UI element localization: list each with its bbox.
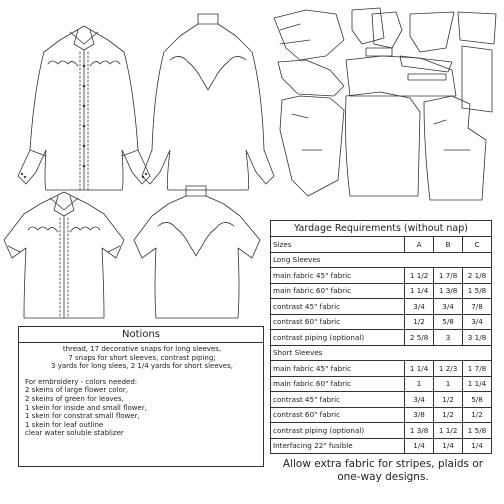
cell-b: 1 1/2 xyxy=(434,423,463,439)
section-row-short-sleeves xyxy=(271,345,491,361)
cell-b: 3/4 xyxy=(434,299,463,315)
header-size-c: C xyxy=(463,237,491,252)
cell-c: 3/4 xyxy=(463,314,491,330)
table-row xyxy=(271,361,491,377)
row-label: main fabric 45" fabric xyxy=(271,361,405,377)
notions-box xyxy=(18,326,264,467)
table-row xyxy=(271,283,491,299)
shirt-front-short-sleeve-drawing xyxy=(4,192,124,318)
header-sizes: Sizes xyxy=(271,237,405,252)
cell-c: 1/2 xyxy=(463,407,491,423)
yardage-title: Yardage Requirements (without nap) xyxy=(271,221,491,237)
row-label: contrast piping (optional) xyxy=(271,330,405,346)
shirt-back-long-sleeve-drawing xyxy=(142,14,274,190)
footnote-line: Allow extra fabric for stripes, plaids or xyxy=(282,458,484,470)
cell-c: 5/8 xyxy=(463,392,491,408)
cell-c: 1/4 xyxy=(463,438,491,453)
cell-c: 2 1/8 xyxy=(463,268,491,284)
cell-a: 1/4 xyxy=(405,438,434,453)
table-row xyxy=(271,299,491,315)
row-label: contrast piping (optional) xyxy=(271,423,405,439)
footnote-line: one-way designs. xyxy=(337,471,429,483)
notions-line: thread, 17 decorative snaps for long sleeves, xyxy=(62,345,222,353)
row-label: Interfacing 22" fusible xyxy=(271,438,405,453)
cell-a: 2 5/8 xyxy=(405,330,434,346)
table-row xyxy=(271,268,491,284)
section-label: Short Sleeves xyxy=(271,345,491,361)
row-label: contrast 45" fabric xyxy=(271,299,405,315)
section-label: Long Sleeves xyxy=(271,252,491,268)
cell-c: 1 1/4 xyxy=(463,376,491,392)
cell-b: 1 2/3 xyxy=(434,361,463,377)
cell-a: 1 1/2 xyxy=(405,268,434,284)
notions-line: 3 yards for long slees, 2 1/4 yards for short sleeves, xyxy=(51,362,233,371)
cell-a: 3/8 xyxy=(405,407,434,423)
table-row xyxy=(271,423,491,439)
table-row xyxy=(271,392,491,408)
section-row-long-sleeves xyxy=(271,252,491,268)
table-header-row xyxy=(271,237,491,252)
cell-b: 5/8 xyxy=(434,314,463,330)
cell-c: 1 5/8 xyxy=(463,423,491,439)
row-label: main fabric 60" fabric xyxy=(271,283,405,299)
header-size-a: A xyxy=(405,237,434,252)
table-row xyxy=(271,330,491,346)
notions-body xyxy=(19,343,263,438)
notions-line: 1 skein for leaf outline xyxy=(25,420,104,429)
cell-a: 3/4 xyxy=(405,299,434,315)
row-label: main fabric 45" fabric xyxy=(271,268,405,284)
cell-b: 1 xyxy=(434,376,463,392)
header-size-b: B xyxy=(434,237,463,252)
cell-a: 1 1/4 xyxy=(405,361,434,377)
yardage-grid xyxy=(271,237,491,453)
shirt-back-short-sleeve-drawing xyxy=(134,186,260,318)
cell-c: 1 5/8 xyxy=(463,283,491,299)
notions-line: 2 skeins of large flower color, xyxy=(25,386,128,395)
notions-line: 2 skeins of green for leaves, xyxy=(25,394,124,403)
cell-c: 3 1/8 xyxy=(463,330,491,346)
table-row xyxy=(271,407,491,423)
notions-line: clear water soluble stablizer xyxy=(25,429,124,438)
notions-line: 7 snaps for short sleeves, contrast piping; xyxy=(68,353,216,362)
notions-title: Notions xyxy=(19,327,263,343)
cell-c: 1 7/8 xyxy=(463,361,491,377)
table-row xyxy=(271,438,491,453)
fabric-footnote xyxy=(268,458,498,484)
cell-b: 1 3/8 xyxy=(434,283,463,299)
notions-line: For embroidery - colors needed: xyxy=(25,377,138,386)
cell-a: 1 3/8 xyxy=(405,423,434,439)
yardage-table xyxy=(270,220,492,454)
row-label: contrast 45" fabric xyxy=(271,392,405,408)
table-row xyxy=(271,314,491,330)
row-label: contrast 60" fabric xyxy=(271,407,405,423)
notions-line: 1 skein for constrat small flower, xyxy=(25,412,140,421)
cell-a: 3/4 xyxy=(405,392,434,408)
row-label: main fabric 60" fabric xyxy=(271,376,405,392)
cell-a: 1 xyxy=(405,376,434,392)
shirt-front-long-sleeve-drawing xyxy=(18,26,150,190)
row-label: contrast 60" fabric xyxy=(271,314,405,330)
cell-b: 1/2 xyxy=(434,392,463,408)
cell-b: 3 xyxy=(434,330,463,346)
notions-line: 1 skein for inside and small flower, xyxy=(25,403,147,412)
cell-b: 1 7/8 xyxy=(434,268,463,284)
table-row xyxy=(271,376,491,392)
cell-a: 1/2 xyxy=(405,314,434,330)
cell-b: 1/2 xyxy=(434,407,463,423)
cell-a: 1 1/4 xyxy=(405,283,434,299)
pattern-pieces-drawing xyxy=(274,8,496,200)
cell-b: 1/4 xyxy=(434,438,463,453)
cell-c: 7/8 xyxy=(463,299,491,315)
